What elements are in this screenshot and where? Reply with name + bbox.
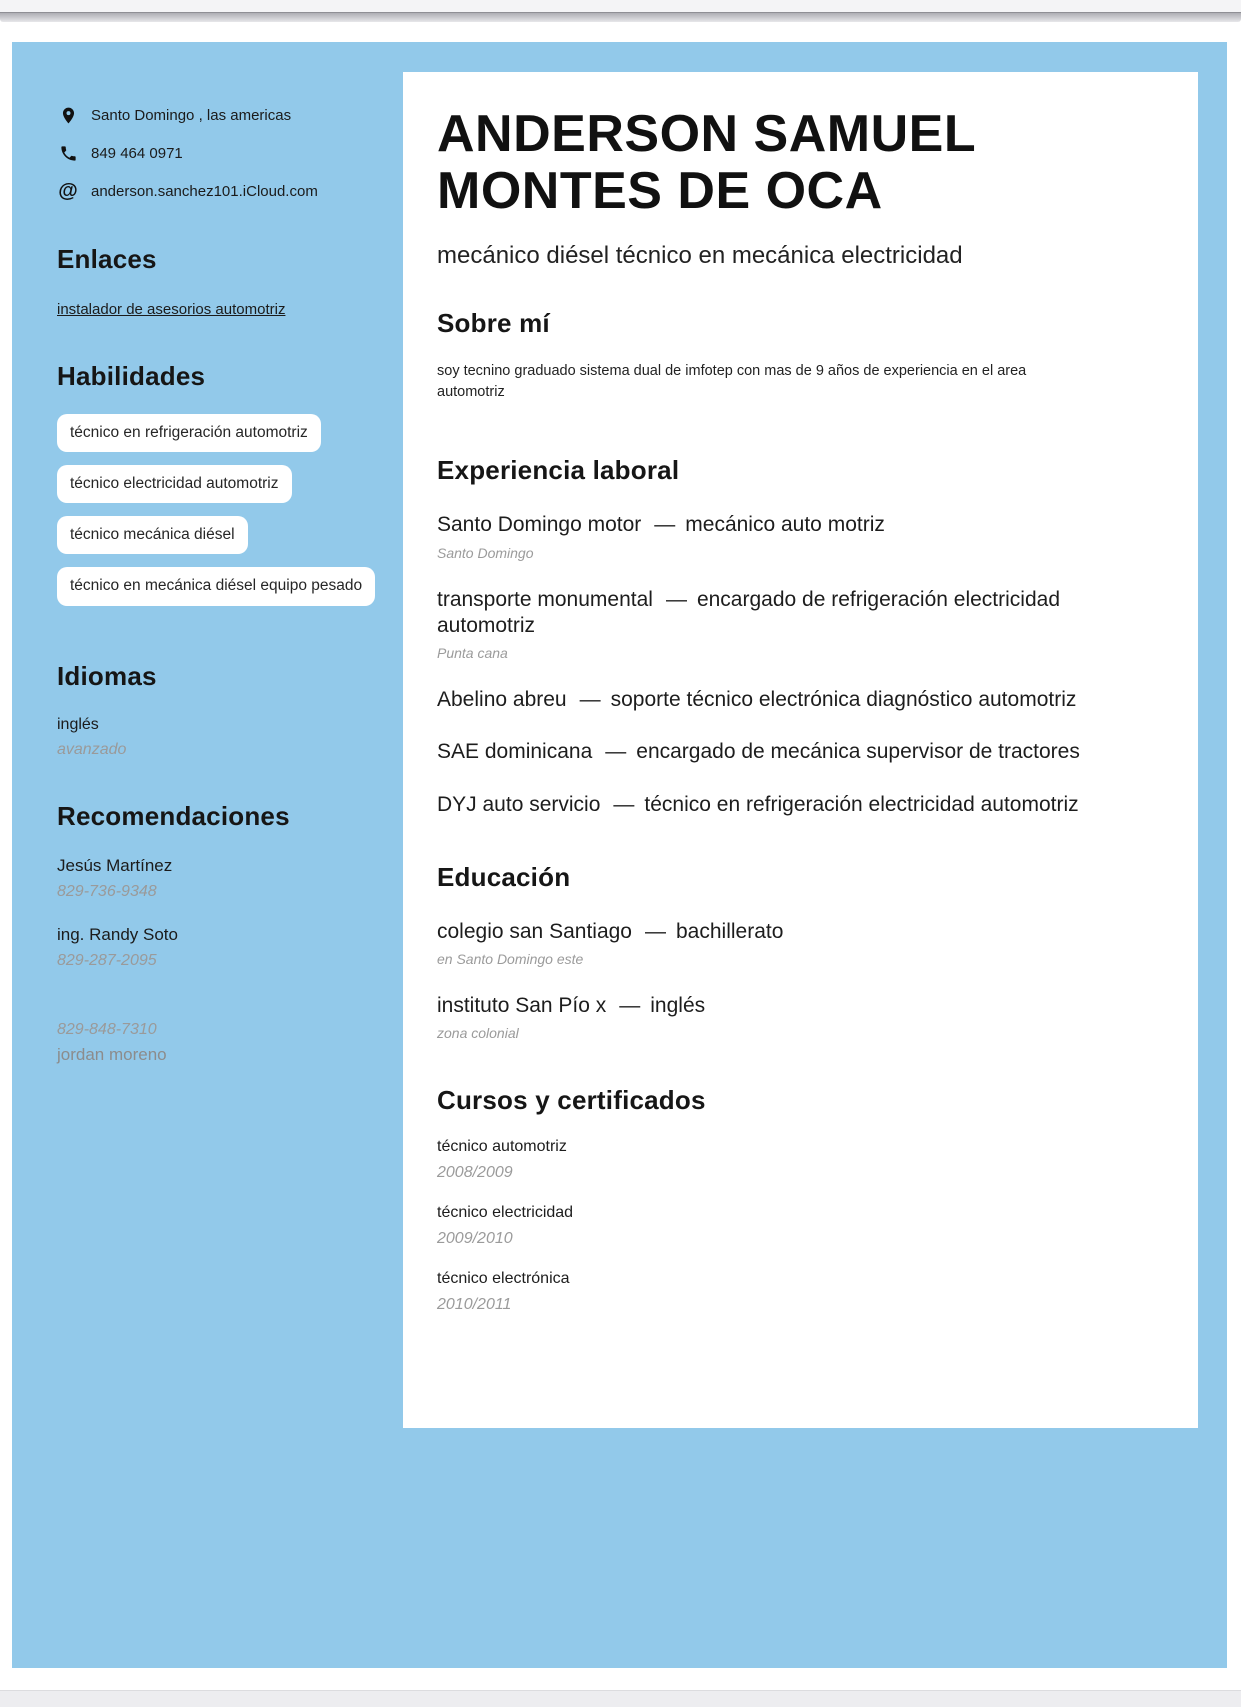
experience-title: [437, 687, 1162, 713]
viewer-top-strip: [0, 0, 1241, 12]
education-location: zona colonial: [437, 1025, 519, 1042]
course-name: técnico automotriz: [437, 1138, 567, 1156]
experience-heading: Experiencia laboral: [437, 455, 680, 486]
em-dash: —: [619, 994, 641, 1018]
recommendation-item: [57, 925, 389, 970]
page-title: ANDERSON SAMUEL MONTES DE OCA: [437, 105, 976, 221]
language-level: avanzado: [57, 740, 127, 758]
recommendation-note: jordan moreno: [57, 1044, 167, 1064]
languages-heading: Idiomas: [57, 660, 157, 691]
experience-title: [437, 739, 1162, 765]
education-item: [437, 919, 1162, 967]
contact-phone-text: 849 464 0971: [91, 144, 183, 162]
recommendations-heading: Recomendaciones: [57, 800, 290, 831]
at-icon: @: [58, 180, 78, 202]
education-title: [437, 993, 1162, 1019]
experience-item: [437, 512, 1162, 560]
education-title: [437, 919, 1162, 945]
experience-role: técnico en refrigeración electricidad automotriz: [644, 792, 1079, 816]
education-degree: inglés: [650, 994, 706, 1018]
contact-location-text: Santo Domingo , las americas: [91, 106, 292, 124]
recommendation-phone: 829-848-7310: [57, 1020, 157, 1038]
person-job-title: mecánico diésel técnico en mecánica electricidad: [437, 242, 963, 270]
external-link[interactable]: instalador de asesorios automotriz: [57, 301, 286, 318]
about-heading: Sobre mí: [437, 308, 550, 339]
experience-company: transporte monumental: [437, 587, 653, 611]
experience-title: [437, 587, 1162, 640]
recommendation-item: [57, 994, 389, 1065]
education-location: en Santo Domingo este: [437, 951, 584, 968]
em-dash: —: [605, 740, 627, 764]
education-degree: bachillerato: [675, 919, 784, 943]
em-dash: —: [654, 513, 676, 537]
course-item: [437, 1204, 1162, 1248]
recommendation-phone: 829-736-9348: [57, 882, 157, 900]
experience-item: [437, 792, 1162, 818]
contact-email-row: [57, 180, 389, 202]
experience-item: [437, 687, 1162, 713]
course-item: [437, 1138, 1162, 1182]
education-school: colegio san Santiago: [437, 919, 632, 943]
skill-pill: técnico en refrigeración automotriz: [57, 414, 321, 452]
education-school: instituto San Pío x: [437, 994, 607, 1018]
viewer-bottom-strip: [0, 1690, 1241, 1707]
phone-icon: [57, 142, 79, 164]
course-item: [437, 1270, 1162, 1314]
experience-role: soporte técnico electrónica diagnóstico automotriz: [610, 688, 1077, 712]
skill-pill: técnico en mecánica diésel equipo pesado: [57, 567, 375, 605]
experience-item: [437, 587, 1162, 662]
contact-location-row: [57, 104, 389, 126]
education-item: [437, 993, 1162, 1041]
experience-location: Santo Domingo: [437, 544, 534, 561]
contact-email-text: anderson.sanchez101.iCloud.com: [91, 182, 318, 200]
links-heading: Enlaces: [57, 244, 157, 274]
language-name: inglés: [57, 715, 99, 733]
resume-page: [12, 42, 1227, 1668]
experience-title: [437, 512, 1162, 538]
contact-phone-row: [57, 142, 389, 164]
horizontal-scrollbar[interactable]: [0, 12, 1241, 22]
courses-heading: Cursos y certificados: [437, 1085, 706, 1116]
experience-company: SAE dominicana: [437, 740, 593, 764]
skills-heading: Habilidades: [57, 361, 206, 391]
course-period: 2008/2009: [437, 1164, 513, 1182]
about-text: soy tecnino graduado sistema dual de imfotep con mas de 9 años de experiencia en el area automotriz: [437, 363, 1027, 401]
skill-pill: técnico electricidad automotriz: [57, 465, 292, 503]
em-dash: —: [665, 587, 687, 611]
main-panel: [403, 72, 1198, 1428]
experience-company: Santo Domingo motor: [437, 513, 642, 537]
em-dash: —: [644, 919, 666, 943]
course-period: 2010/2011: [437, 1296, 512, 1314]
recommendation-item: [57, 856, 389, 901]
education-heading: Educación: [437, 861, 571, 892]
skill-pill: técnico mecánica diésel: [57, 516, 248, 554]
experience-role: encargado de refrigeración electricidad automotriz: [437, 587, 1061, 637]
experience-item: [437, 739, 1162, 765]
experience-company: Abelino abreu: [437, 688, 567, 712]
sidebar: [57, 104, 389, 1065]
experience-location: Punta cana: [437, 645, 508, 662]
experience-role: mecánico auto motriz: [685, 513, 885, 537]
recommendation-name: Jesús Martínez: [57, 855, 173, 875]
course-period: 2009/2010: [437, 1230, 513, 1248]
location-pin-icon: [57, 104, 79, 126]
experience-company: DYJ auto servicio: [437, 792, 601, 816]
recommendation-phone: 829-287-2095: [57, 951, 157, 969]
em-dash: —: [579, 688, 601, 712]
course-name: técnico electricidad: [437, 1204, 574, 1222]
language-item: [57, 716, 389, 759]
experience-title: [437, 792, 1162, 818]
em-dash: —: [613, 792, 635, 816]
recommendation-name: ing. Randy Soto: [57, 924, 178, 944]
recommendation-name: [57, 994, 389, 1014]
experience-role: encargado de mecánica supervisor de tractores: [636, 740, 1080, 764]
course-name: técnico electrónica: [437, 1270, 570, 1288]
skills-list: [57, 414, 389, 619]
